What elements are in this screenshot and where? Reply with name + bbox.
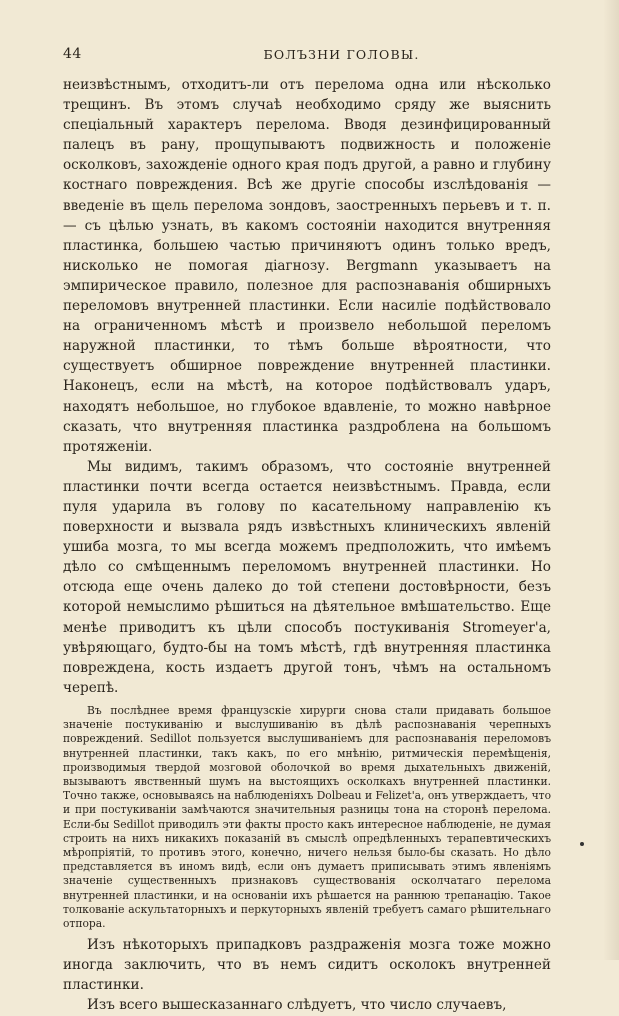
footnote-block: Въ послѣднее время французскіе хирурги снова стали придавать большое значеніе постукиванію и выслушиванію въ дѣлѣ распознаванія черепныхъ повреждений. Sedillot пользуется выслушиваніемъ для распознаванія переломовъ внутренней пластинки, такъ какъ, по его мнѣнію, ритмическія перемѣщенія, производимыя твердой мозговой оболочкой во время дыхательныхъ движеній, вызываютъ явственный шумъ на выстоящихъ осколкахъ внутренней пластинки. Точно также, основываясь на наблюденіяхъ Dolbeau и Felizet'а, онъ утверждаетъ, что и при постукиваніи замѣчаются значительныя разницы тона на сторонѣ перелома. Если-бы Sedillot приводилъ эти факты просто какъ интересное наблюденіе, не думая строить на нихъ никакихъ показаній въ смыслѣ опредѣленныхъ терапевтическихъ мѣропріятій, то противъ этого, конечно, ничего нельзя было-бы сказать. Но дѣло представляется въ иномъ видѣ, если онъ думаетъ приписывать этимъ явленіямъ значеніе существенныхъ признаковъ существованія осколчатаго перелома внутренней пластинки, и на основаніи ихъ рѣшается на раннюю трепанацію. Такое толкованіе аскультаторныхъ и перкуторныхъ явленій требуетъ самаго рѣшительнаго отпора.	[63, 703, 551, 930]
page-header	[63, 46, 550, 66]
page-body	[63, 75, 551, 1016]
paragraph: Мы видимъ, такимъ образомъ, что состояніе внутренней пластинки почти всегда остается неизвѣстнымъ. Правда, если пуля ударила въ голову по касательному направленію къ поверхности и вызвала рядъ извѣстныхъ клиническихъ явленій ушиба мозга, то мы всегда можемъ предположить, что имѣемъ дѣло со смѣщеннымъ переломомъ внутренней пластинки. Но отсюда еще очень далеко до той степени достовѣрности, безъ которой немыслимо рѣшиться на дѣятельное вмѣшательство. Еще менѣе приводитъ къ цѣли способъ постукиванія Stromeyer'а, увѣряющаго, будто-бы на томъ мѣстѣ, гдѣ внутренняя пластинка повреждена, кость издаетъ другой тонъ, чѣмъ на остальномъ черепѣ.	[63, 458, 551, 696]
paragraph: Изъ всего вышесказаннаго слѣдуетъ, что число случаевъ,	[87, 997, 507, 1014]
margin-speck	[580, 842, 584, 846]
paragraph-continuation: неизвѣстнымъ, отходитъ-ли отъ перелома одна или нѣсколько трещинъ. Въ этомъ случаѣ необходимо сряду же выяснить спеціальный характеръ перелома. Вводя дезинфицированный палецъ въ рану, прощупываютъ подвижность и положеніе осколковъ, захожденіе одного края подъ другой, а равно и глубину костнаго повреждения. Всѣ же другіе способы изслѣдованія — введеніе въ щель перелома зондовъ, заостренныхъ перьевъ и т. п. — съ цѣлью узнать, въ какомъ состояніи находится внутренняя пластинка, большею частью причиняютъ одинъ только вредъ, нисколько не помогая діагнозу. Bergmann указываетъ на эмпирическое правило, полезное для распознаванія обширныхъ переломовъ внутренней пластинки. Если насиліе подѣйствовало на ограниченномъ мѣстѣ и произвело небольшой переломъ наружной пластинки, то тѣмъ больше вѣроятности, что существуетъ обширное повреждение внутренней пластинки. Наконецъ, если на мѣстѣ, на которое подѣйствовалъ ударъ, находятъ небольшое, но глубокое вдавленіе, то можно навѣрное сказать, что внутренняя пластинка раздроблена на большомъ протяженіи.	[63, 77, 551, 455]
page-number: 44	[63, 46, 82, 62]
running-title: БОЛЪЗНИ ГОЛОВЫ.	[263, 47, 420, 62]
paragraph: Изъ нѣкоторыхъ припадковъ раздраженія мозга тоже можно иногда заключить, что въ немъ сидитъ осколокъ внутренней пластинки.	[63, 937, 551, 994]
